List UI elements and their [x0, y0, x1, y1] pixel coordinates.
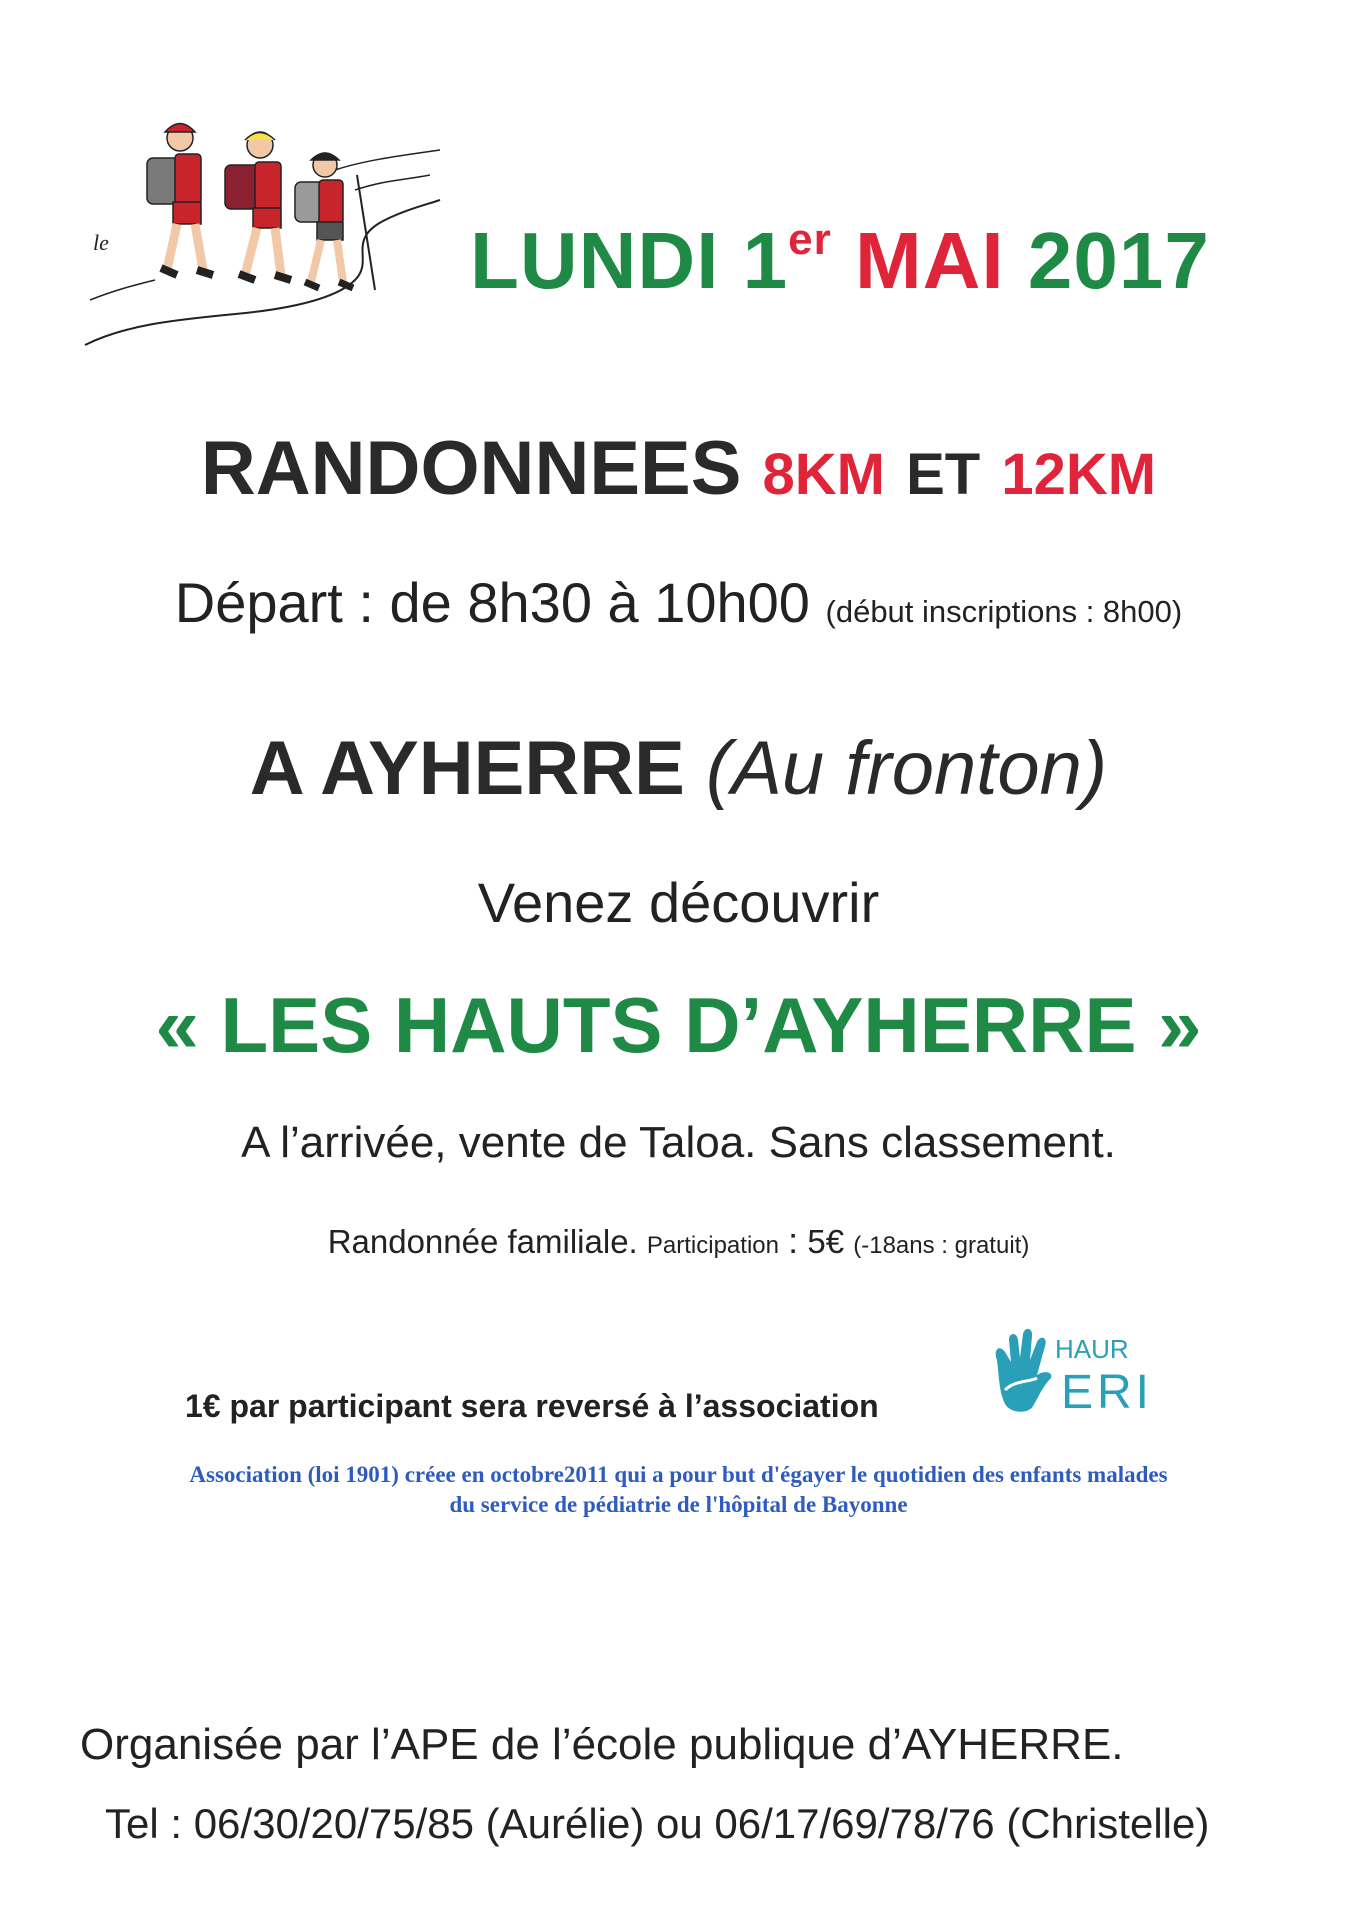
date-ordinal: er — [788, 215, 832, 264]
location-detail: (Au fronton) — [705, 726, 1108, 811]
organizer-text: Organisée par l’APE de l’école publique d’AYHERRE. — [80, 1720, 1124, 1769]
departure-info — [0, 570, 1357, 635]
hiker-1 — [147, 124, 213, 276]
donation-text: 1€ par participant sera reversé à l’association — [185, 1388, 879, 1424]
participation-label: Participation — [646, 1232, 779, 1259]
svg-text:le: le — [93, 230, 109, 255]
hikes-heading — [0, 425, 1357, 512]
hikes-distance-2: 12KM — [1001, 442, 1157, 507]
family-hike-info — [0, 1220, 1357, 1262]
association-description — [0, 1460, 1357, 1520]
event-date — [470, 215, 1210, 307]
hikes-and: ET — [906, 442, 981, 507]
location — [0, 725, 1357, 812]
location-name: A AYHERRE — [249, 726, 685, 811]
discover-text: Venez découvrir — [477, 871, 880, 934]
participation-free: (-18ans : gratuit) — [853, 1232, 1030, 1259]
registration-note: (début inscriptions : 8h00) — [825, 594, 1183, 629]
hikers-illustration — [85, 110, 445, 350]
date-day: LUNDI 1 — [470, 216, 789, 305]
logo-line1: HAUR — [1055, 1334, 1129, 1364]
hand-icon — [996, 1329, 1052, 1412]
contact-phones: Tel : 06/30/20/75/85 (Aurélie) ou 06/17/69/78/76 (Christelle) — [105, 1800, 1210, 1847]
family-label: Randonnée familiale. — [327, 1223, 638, 1260]
association-desc-line2: du service de pédiatrie de l'hôpital de Bayonne — [449, 1492, 908, 1517]
logo-line2: ERI — [1061, 1366, 1154, 1419]
departure-time: Départ : de 8h30 à 10h00 — [174, 571, 810, 634]
date-year: 2017 — [1027, 216, 1210, 305]
hiker-3 — [295, 153, 375, 290]
hikes-title: RANDONNEES — [200, 426, 742, 511]
association-desc-line1: Association (loi 1901) créee en octobre2011 qui a pour but d'égayer le quotidien des enfants malades — [189, 1462, 1168, 1487]
participation-price: 5€ — [807, 1223, 845, 1260]
trail-name: « LES HAUTS D’AYHERRE » — [155, 981, 1202, 1069]
haur-eri-logo — [985, 1320, 1154, 1420]
participation-colon: : — [788, 1220, 799, 1261]
hikes-distance-1: 8KM — [762, 442, 885, 507]
arrival-info: A l’arrivée, vente de Taloa. Sans classement. — [241, 1118, 1116, 1167]
date-month: MAI — [854, 216, 1005, 305]
hiker-2 — [225, 132, 291, 280]
